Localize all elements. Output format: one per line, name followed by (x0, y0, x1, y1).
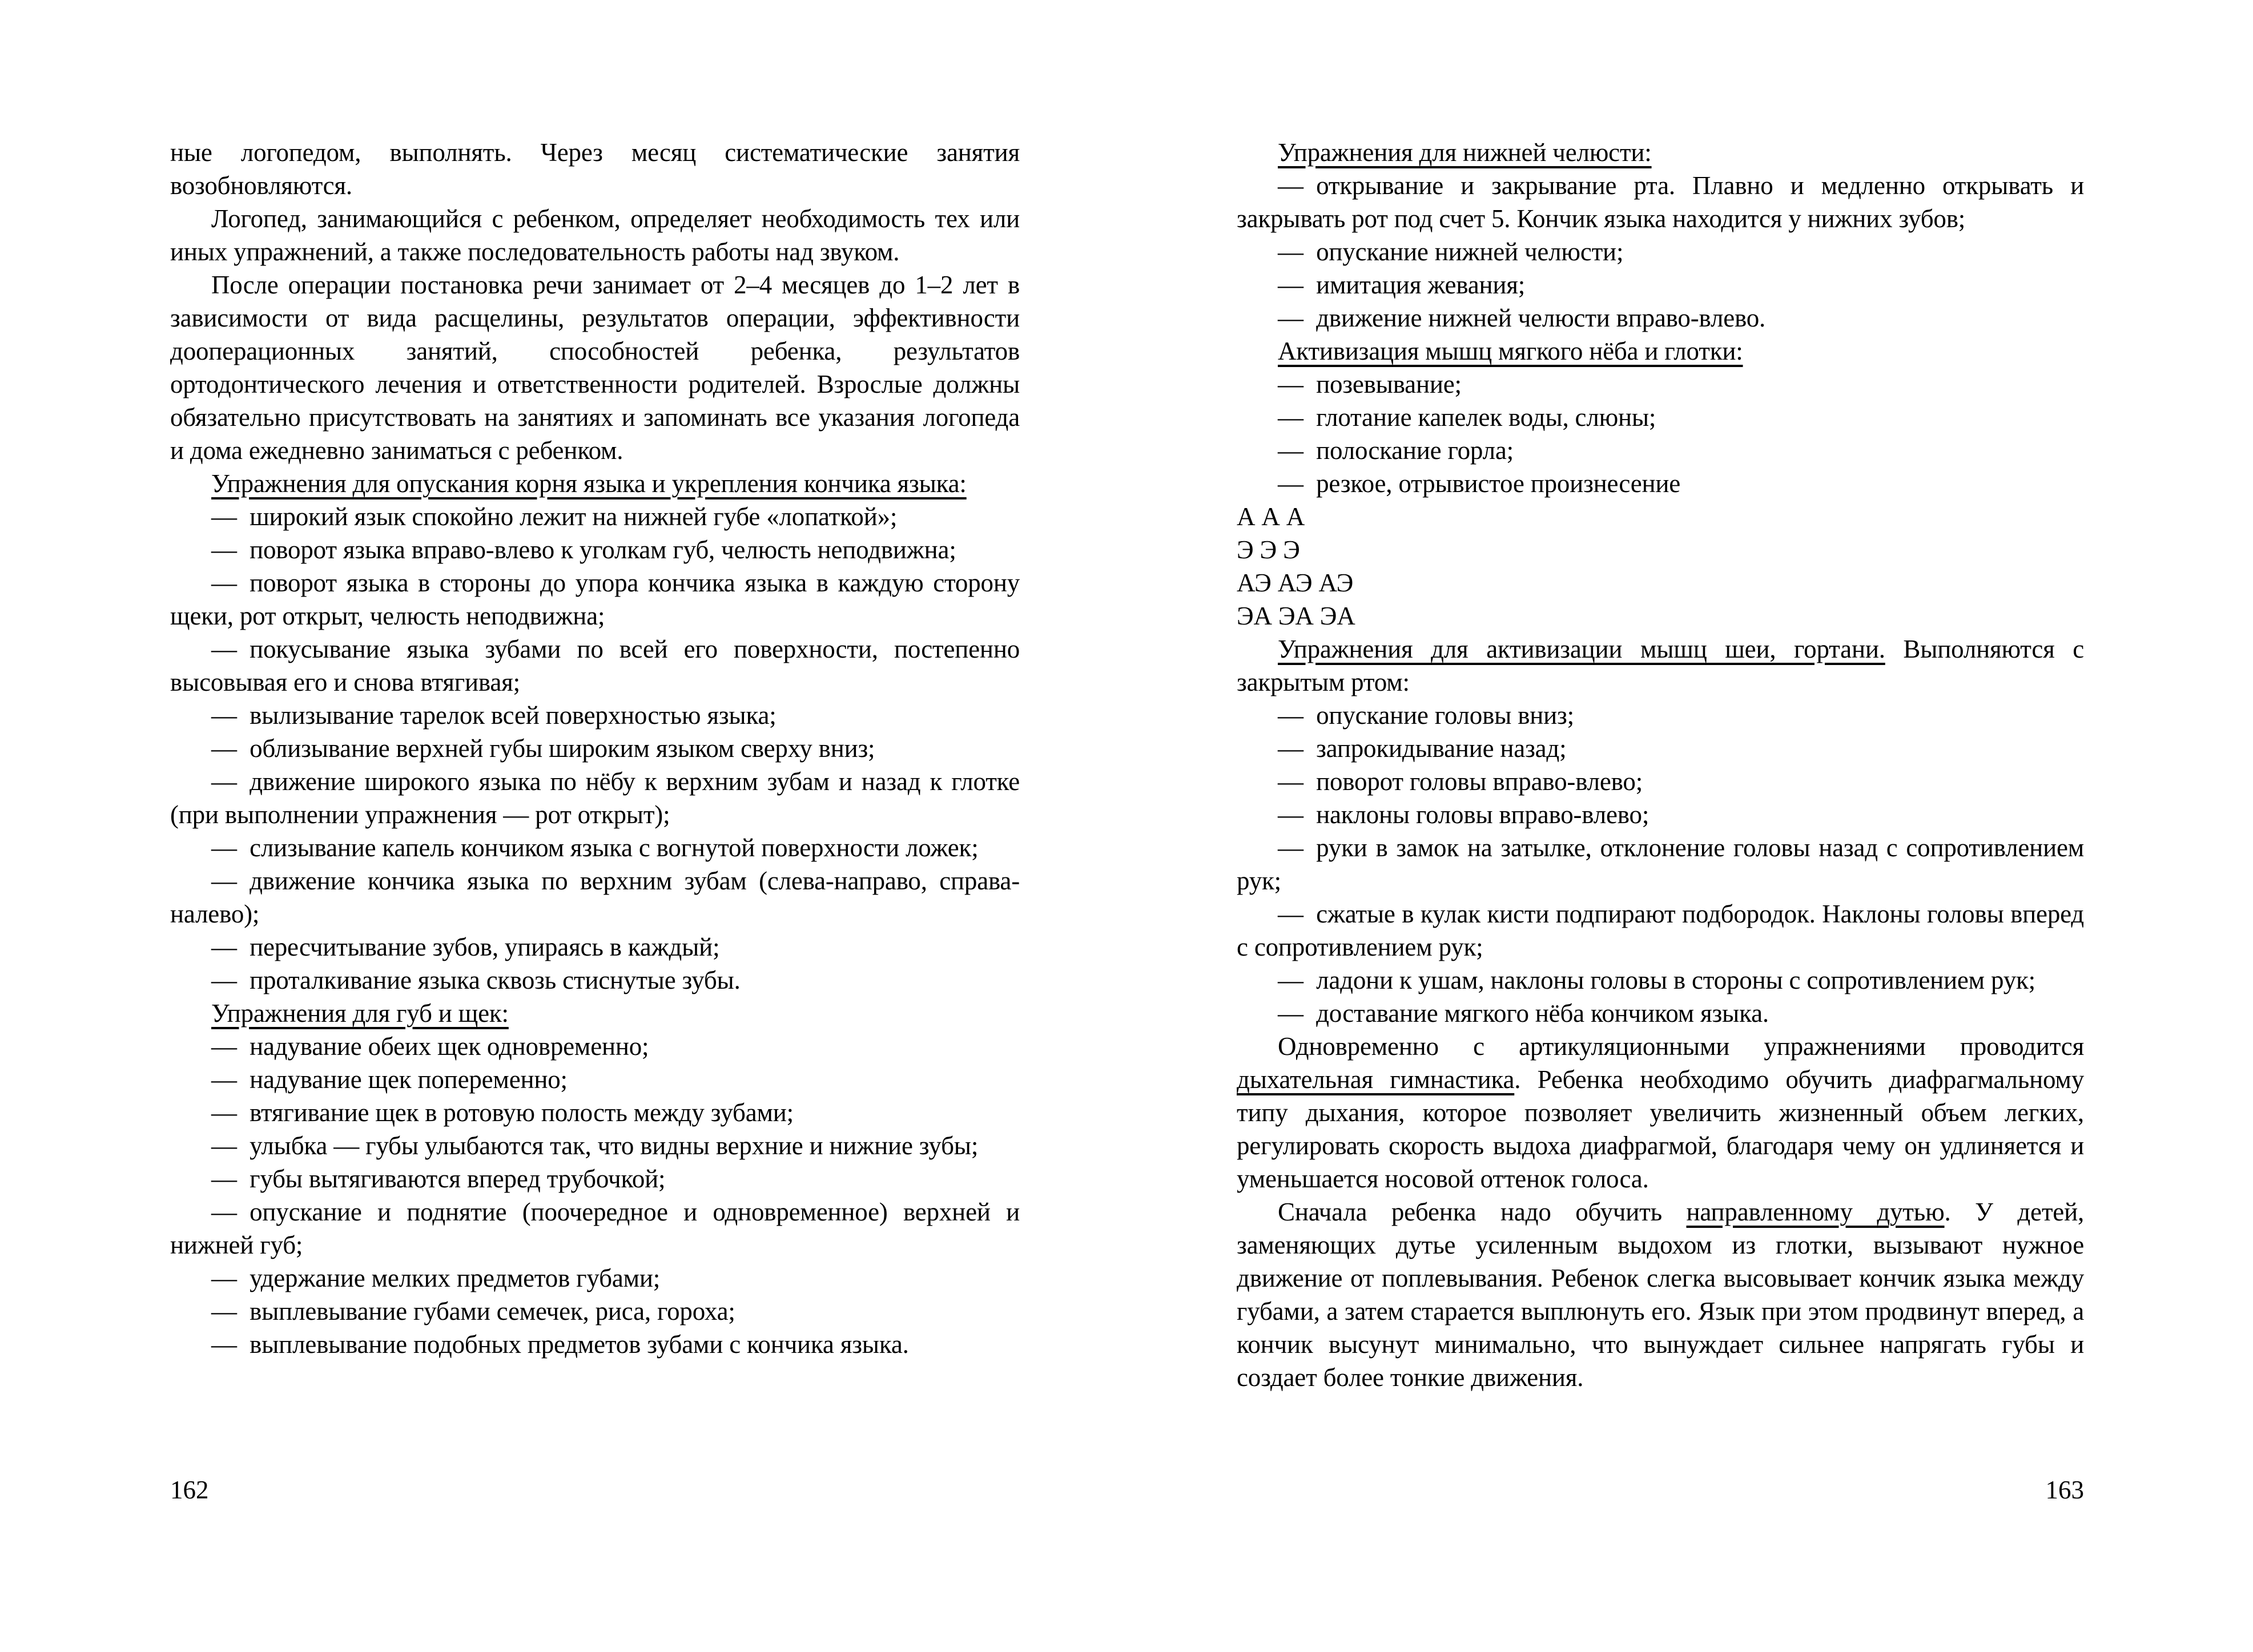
bullet-item (1237, 368, 2084, 401)
bullet-item (170, 1162, 1020, 1195)
text-segment: — пересчитывание зубов, упираясь в каждый; (211, 933, 720, 961)
text-segment: — запрокидывание назад; (1278, 734, 1567, 763)
bullet-item (170, 699, 1020, 732)
heading (1237, 335, 2084, 368)
text-segment: А А А (1237, 502, 1305, 531)
text-segment: Сначала ребенка надо обучить (1278, 1198, 1687, 1226)
text-segment: — широкий язык спокойно лежит на нижней губе «лопаткой»; (211, 502, 898, 531)
bullet-item (170, 964, 1020, 997)
bullet-item (1237, 699, 2084, 732)
heading (1237, 632, 2084, 699)
book-page-right (1237, 136, 2084, 1394)
text-segment: — поворот языка в стороны до упора кончика языка в каждую сторону щеки, рот открыт, челюсть неподвижна; (170, 569, 1020, 630)
text-segment: — выплевывание губами семечек, риса, гороха; (211, 1297, 735, 1325)
plain-line (1237, 533, 2084, 566)
text-segment: — опускание головы вниз; (1278, 701, 1574, 730)
text-segment: — открывание и закрывание рта. Плавно и медленно открывать и закрывать рот под счет 5. Кончик языка находится у нижних зубов; (1237, 171, 2084, 233)
bullet-item (1237, 765, 2084, 798)
paragraph (1237, 1030, 2084, 1195)
text-segment: Упражнения для опускания корня языка и укрепления кончика языка: (211, 469, 967, 498)
book-page-left (170, 136, 1020, 1361)
bullet-item (170, 1063, 1020, 1096)
heading (170, 467, 1020, 500)
text-segment: — покусывание языка зубами по всей его поверхности, постепенно высовывая его и снова втягивая; (170, 635, 1020, 696)
bullet-item (1237, 268, 2084, 301)
bullet-item (170, 732, 1020, 765)
page-number-right: 163 (2045, 1476, 2084, 1504)
text-segment: направленному дутью (1686, 1198, 1945, 1226)
bullet-item (1237, 732, 2084, 765)
text-segment: Одновременно с артикуляционными упражнениями проводится (1278, 1032, 2084, 1061)
text-segment: — имитация жевания; (1278, 271, 1526, 299)
bullet-item (1237, 401, 2084, 434)
text-segment: — губы вытягиваются вперед трубочкой; (211, 1165, 666, 1193)
bullet-item (170, 1096, 1020, 1129)
plain-line (1237, 566, 2084, 599)
bullet-item (170, 831, 1020, 864)
text-segment: Э Э Э (1237, 535, 1300, 564)
text-segment: — резкое, отрывистое произнесение (1278, 469, 1681, 498)
paragraph (170, 202, 1020, 268)
bullet-item (170, 1030, 1020, 1063)
text-segment: — руки в замок на затылке, отклонение головы назад с сопротивлением рук; (1237, 833, 2084, 895)
bullet-item (1237, 897, 2084, 964)
text-segment: — сжатые в кулак кисти подпирают подбородок. Наклоны головы вперед с сопротивлением рук; (1237, 900, 2084, 961)
plain-line (1237, 599, 2084, 632)
bullet-item (1237, 169, 2084, 235)
bullet-item (170, 1129, 1020, 1162)
bullet-item (170, 1262, 1020, 1295)
text-segment: ные логопедом, выполнять. Через месяц систематические занятия возобновляются. (170, 138, 1020, 200)
text-segment: — облизывание верхней губы широким языком сверху вниз; (211, 734, 875, 763)
text-segment: — поворот головы вправо-влево; (1278, 767, 1643, 796)
text-segment: — доставание мягкого нёба кончиком языка. (1278, 999, 1769, 1028)
bullet-item (1237, 798, 2084, 831)
text-segment: — слизывание капель кончиком языка с вогнутой поверхности ложек; (211, 833, 979, 862)
text-segment: Упражнения для активизации мышц шеи, гортани. (1278, 635, 1885, 663)
text-segment: — движение нижней челюсти вправо-влево. (1278, 304, 1766, 332)
text-segment: — выплевывание подобных предметов зубами с кончика языка. (211, 1330, 909, 1359)
bullet-item (1237, 964, 2084, 997)
paragraph (170, 268, 1020, 467)
bullet-item (170, 632, 1020, 699)
bullet-item (1237, 301, 2084, 335)
bullet-item (1237, 235, 2084, 268)
text-segment: дыхательная гимнастика (1237, 1065, 1515, 1094)
text-segment: — движение кончика языка по верхним зубам (слева-направо, справа-налево); (170, 867, 1020, 928)
text-segment: Упражнения для губ и щек: (211, 999, 509, 1028)
heading (1237, 136, 2084, 169)
text-segment: — надувание щек попеременно; (211, 1065, 568, 1094)
bullet-item (1237, 831, 2084, 897)
page-number-left: 162 (170, 1476, 209, 1504)
bullet-item (170, 1328, 1020, 1361)
text-segment: — вылизывание тарелок всей поверхностью языка; (211, 701, 777, 730)
bullet-item (170, 533, 1020, 566)
plain-line (1237, 500, 2084, 533)
bullet-item (170, 1295, 1020, 1328)
text-segment: — поворот языка вправо-влево к уголкам губ, челюсть неподвижна; (211, 535, 956, 564)
text-segment: АЭ АЭ АЭ (1237, 569, 1354, 597)
text-segment: . Ребенка необходимо обучить диафрагмальному типу дыхания, которое позволяет увеличить жизненный объем легких, регулировать скорость выдоха диафрагмой, благодаря чему он удлиняется и уменьшается носовой оттенок голоса. (1237, 1065, 2084, 1193)
text-segment: После операции постановка речи занимает от 2–4 месяцев до 1–2 лет в зависимости от вида расщелины, результатов операции, эффективности дооперационных занятий, способностей ребенка, результатов ортодонтического лечения и ответственности родителей. Взрослые должны обязательно присутствовать на занятиях и запоминать все указания логопеда и дома ежедневно заниматься с ребенком. (170, 271, 1020, 465)
text-segment: — улыбка — губы улыбаются так, что видны верхние и нижние зубы; (211, 1131, 979, 1160)
text-segment: — движение широкого языка по нёбу к верхним зубам и назад к глотке (при выполнении упражнения — рот открыт); (170, 767, 1020, 829)
text-segment: Выполняются с закрытым ртом: (1237, 635, 2084, 696)
bullet-item (1237, 467, 2084, 500)
bullet-item (1237, 997, 2084, 1030)
text-segment: — проталкивание языка сквозь стиснутые зубы. (211, 966, 741, 994)
text-segment: — полоскание горла; (1278, 436, 1514, 465)
text-segment: ЭА ЭА ЭА (1237, 602, 1355, 630)
paragraph (170, 136, 1020, 202)
text-segment: — опускание нижней челюсти; (1278, 237, 1624, 266)
text-segment: — глотание капелек воды, слюны; (1278, 403, 1656, 432)
bullet-item (170, 930, 1020, 964)
bullet-item (170, 765, 1020, 831)
bullet-item (170, 1195, 1020, 1262)
text-segment: — втягивание щек в ротовую полость между зубами; (211, 1098, 794, 1127)
text-segment: — опускание и поднятие (поочередное и одновременное) верхней и нижней губ; (170, 1198, 1020, 1259)
text-segment: — наклоны головы вправо-влево; (1278, 800, 1649, 829)
text-segment: — надувание обеих щек одновременно; (211, 1032, 649, 1061)
text-segment: Активизация мышц мягкого нёба и глотки: (1278, 337, 1743, 365)
heading (170, 997, 1020, 1030)
text-segment: — удержание мелких предметов губами; (211, 1264, 661, 1292)
text-segment: Упражнения для нижней челюсти: (1278, 138, 1652, 167)
bullet-item (170, 566, 1020, 632)
text-segment: . У детей, заменяющих дутье усиленным выдохом из глотки, вызывают нужное движение от поплевывания. Ребенок слегка высовывает кончик языка между губами, а затем старается выплюнуть его. Язык при этом продвинут вперед, а кончик высунут минимально, что вынуждает сильнее напрягать губы и создает более тонкие движения. (1237, 1198, 2085, 1392)
bullet-item (1237, 434, 2084, 467)
text-segment: — ладони к ушам, наклоны головы в стороны с сопротивлением рук; (1278, 966, 2035, 994)
text-segment: Логопед, занимающийся с ребенком, определяет необходимость тех или иных упражнений, а также последовательность работы над звуком. (170, 204, 1020, 266)
paragraph (1237, 1195, 2084, 1394)
text-segment: — позевывание; (1278, 370, 1462, 398)
bullet-item (170, 500, 1020, 533)
bullet-item (170, 864, 1020, 930)
